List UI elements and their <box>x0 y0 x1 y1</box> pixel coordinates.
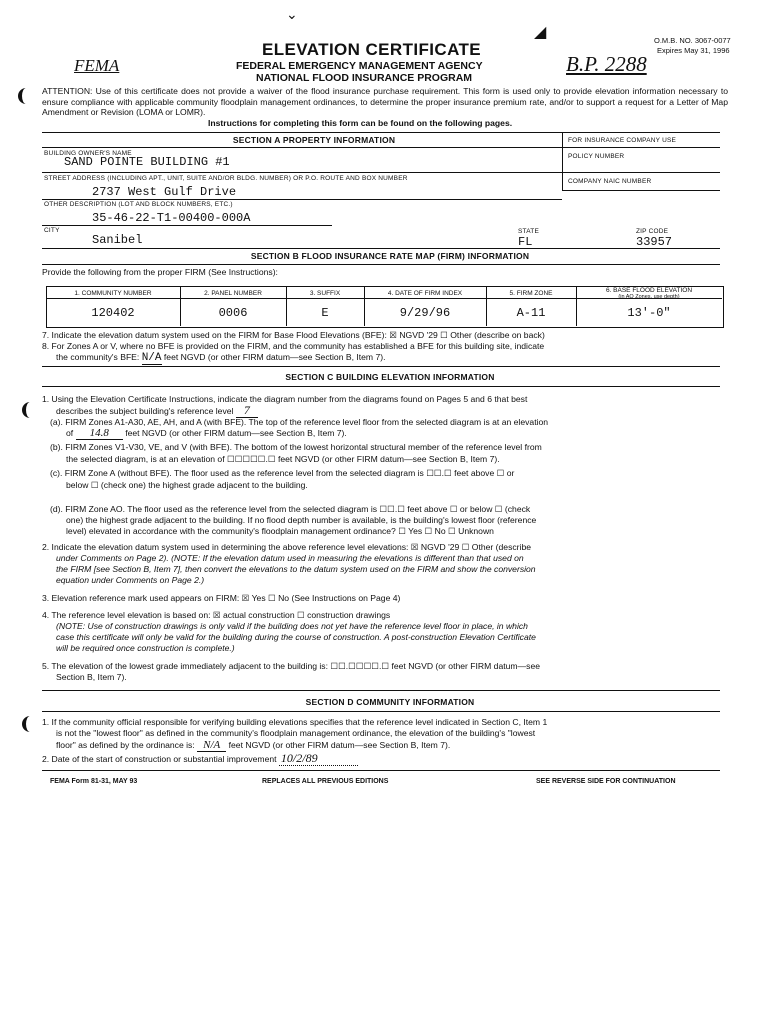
lowest-floor-pre: floor" as defined by the ordinance is: <box>56 740 198 750</box>
owner-name-value: SAND POINTE BUILDING #1 <box>64 155 230 169</box>
agency-name: FEDERAL EMERGENCY MANAGEMENT AGENCY <box>236 60 483 72</box>
section-c-item1: 1. Using the Elevation Certificate Instructions, indicate the diagram number from the diagrams found on Pages 5 and 6 that best <box>42 394 528 404</box>
handwritten-bp-number: B.P. 2288 <box>566 52 647 76</box>
section-a-heading: SECTION A PROPERTY INFORMATION <box>232 135 396 145</box>
section-c-item1b-line2: the selected diagram, is at an elevation of ☐☐☐☐☐.☐ feet NGVD (or other FIRM datum—see Section B, Item 7). <box>66 454 500 464</box>
handwritten-fema: FEMA <box>74 56 120 75</box>
section-c-item1b-line1: (b). FIRM Zones V1-V30, VE, and V (with BFE). The bottom of the lowest horizontal structural member of the reference level from <box>50 442 542 452</box>
zip-value: 33957 <box>636 235 673 249</box>
section-c-item4-line2: (NOTE: Use of construction drawings is only valid if the building does not yet have the reference level floor in place, in which <box>56 621 528 631</box>
section-b-item8-bfe <box>56 352 386 364</box>
col-bfe-subnote: (in AO Zones, use depth) <box>618 294 680 300</box>
community-number-value: 120402 <box>91 306 135 320</box>
bfe-post: feet NGVD (or other FIRM datum—see Section B, Item 7). <box>161 352 386 362</box>
section-c-item4-line1: 4. The reference level elevation is based on: ☒ actual construction ☐ construction drawings <box>42 610 391 620</box>
section-c-item1c-line2: below ☐ (check one) the highest grade adjacent to the building. <box>66 480 308 490</box>
lowest-floor-value: N/A <box>197 739 226 752</box>
base-flood-elevation-value: 13'-0" <box>627 306 671 320</box>
col-community-number: 1. COMMUNITY NUMBER <box>74 290 152 297</box>
section-d-item2 <box>42 753 358 765</box>
section-c-item4-line3: case this certificate will only be valid for the building during the course of construction. A post-construction Elevation Certificate <box>56 632 536 642</box>
city-value: Sanibel <box>92 233 143 247</box>
suffix-value: E <box>321 306 329 320</box>
continuation-note: SEE REVERSE SIDE FOR CONTINUATION <box>536 778 676 785</box>
zip-label: ZIP CODE <box>636 228 669 235</box>
binder-hole-3 <box>22 716 38 732</box>
replaces-note: REPLACES ALL PREVIOUS EDITIONS <box>262 778 389 785</box>
insurance-use-label: FOR INSURANCE COMPANY USE <box>568 137 677 144</box>
col-suffix: 3. SUFFIX <box>309 290 341 297</box>
expiration-date: Expires May 31, 1996 <box>657 46 730 55</box>
construction-date-pre: 2. Date of the start of construction or substantial improvement <box>42 754 279 764</box>
section-c-item1d-line3: level) elevated in accordance with the community's floodplain management ordinance? ☐ Yes ☐ No ☐ Unknown <box>66 526 494 536</box>
section-b-item8: 8. For Zones A or V, where no BFE is provided on the FIRM, and the community has established a BFE for this building site, indicate <box>42 341 545 351</box>
section-d-item1-line1: 1. If the community official responsible for verifying building elevations specifies that the reference level indicated in Section C, Item 1 <box>42 717 548 727</box>
program-name: NATIONAL FLOOD INSURANCE PROGRAM <box>256 72 473 84</box>
instructions-note: Instructions for completing this form can be found on the following pages. <box>208 118 513 128</box>
col-panel-number: 2. PANEL NUMBER <box>204 290 262 297</box>
reference-level-diagram-value: 7 <box>236 403 258 418</box>
construction-date-value: 10/2/89 <box>279 751 358 766</box>
firm-zone-value: A-11 <box>516 306 546 320</box>
section-c-heading: SECTION C BUILDING ELEVATION INFORMATION <box>285 372 495 382</box>
street-address-value: 2737 West Gulf Drive <box>92 185 237 199</box>
section-c-item1d-line1: (d). FIRM Zone AO. The floor used as the reference level from the selected diagram is ☐☐.☐ feet above ☐ or below ☐ (check <box>50 504 531 514</box>
form-number: FEMA Form 81-31, MAY 93 <box>50 778 138 785</box>
section-c-item2-line1: 2. Indicate the elevation datum system used in determining the above reference level elevations: ☒ NGVD '29 ☐ Other (describe <box>42 542 532 552</box>
section-c-item2-line4: equation under Comments on Page 2.) <box>56 575 205 585</box>
lowest-floor-post: feet NGVD (or other FIRM datum—see Section B, Item 7). <box>226 740 451 750</box>
section-c-item1-level <box>56 405 258 417</box>
section-c-item2-line2: under Comments on Page 2). (NOTE: If the elevation datum used in measuring the elevations is different than that used on <box>56 553 524 563</box>
firm-index-date-value: 9/29/96 <box>399 306 451 320</box>
decorative-mark-right: ◢ <box>534 24 547 41</box>
section-c-item5-line2: Section B, Item 7). <box>56 672 127 682</box>
attention-notice: ATTENTION: Use of this certificate does not provide a waiver of the flood insurance purchase requirement. This form is used only to provide elevation information necessary to ensure compliance with applicable community floodplain management ordinances, to determine the proper insurance premium rate, and/or to support a request for a Letter of Map Amendment or Revision (LOMA or LOMR). <box>42 86 728 118</box>
section-c-item3: 3. Elevation reference mark used appears on FIRM: ☒ Yes ☐ No (See Instructions on Page 4) <box>42 593 401 603</box>
section-b-intro: Provide the following from the proper FIRM (See Instructions): <box>42 267 278 277</box>
elevation-post: feet NGVD (or other FIRM datum—see Section B, Item 7). <box>122 428 347 438</box>
section-d-item1-line2: is not the "lowest floor" as defined in the community's floodplain management ordinance, the elevation of the building's "lowest <box>56 728 536 738</box>
other-description-label: OTHER DESCRIPTION (LOT AND BLOCK NUMBERS, ETC.) <box>44 201 233 208</box>
section-c-item1d-line2: one) the highest grade adjacent to the building. If no flood depth number is available, is the building's lowest floor (reference <box>66 515 537 525</box>
omb-number: O.M.B. NO. 3067-0077 <box>654 36 731 45</box>
state-label: STATE <box>518 228 539 235</box>
city-label: CITY <box>44 227 60 234</box>
binder-hole-2 <box>22 402 38 418</box>
section-d-heading: SECTION D COMMUNITY INFORMATION <box>305 697 475 707</box>
col-firm-index-date: 4. DATE OF FIRM INDEX <box>387 290 463 297</box>
bfe-pre: the community's BFE: <box>56 352 142 362</box>
state-value: FL <box>518 235 533 249</box>
section-d-item1-line3 <box>56 740 450 751</box>
section-b-heading: SECTION B FLOOD INSURANCE RATE MAP (FIRM) INFORMATION <box>250 251 530 261</box>
binder-hole-1 <box>18 88 34 104</box>
section-b-item7: 7. Indicate the elevation datum system used on the FIRM for Base Flood Elevations (BFE): ☒ NGVD '29 ☐ Other (describe on back) <box>42 330 545 340</box>
reference-level-pre: describes the subject building's reference level <box>56 406 236 416</box>
form-title: ELEVATION CERTIFICATE <box>262 40 482 59</box>
owner-name-label: BUILDING OWNER'S NAME <box>44 150 132 157</box>
section-c-item1a-elevation <box>66 428 347 439</box>
panel-number-value: 0006 <box>218 306 248 320</box>
bfe-value: N/A <box>141 352 162 364</box>
street-address-label: STREET ADDRESS (INCLUDING APT., UNIT, SUITE AND/OR BLDG. NUMBER) OR P.O. ROUTE AND BOX NUMBER <box>44 175 408 182</box>
elevation-pre: of <box>66 428 76 438</box>
policy-number-label: POLICY NUMBER <box>568 153 625 160</box>
other-description-value: 35-46-22-T1-00400-000A <box>92 211 251 225</box>
section-c-item4-line4: will be required once construction is complete.) <box>56 643 235 653</box>
col-firm-zone: 5. FIRM ZONE <box>509 290 553 297</box>
decorative-mark-top: ⌄ <box>286 6 298 22</box>
section-c-item5-line1: 5. The elevation of the lowest grade immediately adjacent to the building is: ☐☐.☐☐☐☐.☐ feet NGVD (or other FIRM datum—see <box>42 661 541 671</box>
section-c-item1a: (a). FIRM Zones A1-A30, AE, AH, and A (with BFE). The top of the reference level floor from the selected diagram is at an elevation <box>50 417 549 427</box>
reference-level-elevation-value: 14.8 <box>76 427 123 440</box>
section-c-item1c-line1: (c). FIRM Zone A (without BFE). The floor used as the reference level from the selected diagram is ☐☐.☐ feet above ☐ or <box>50 468 515 478</box>
section-c-item2-line3: the FIRM [see Section B, Item 7], then convert the elevations to the datum system used on the FIRM and show the conversion <box>56 564 536 574</box>
naic-number-label: COMPANY NAIC NUMBER <box>568 178 652 185</box>
col-base-flood-elevation: 6. BASE FLOOD ELEVATION <box>605 287 693 294</box>
